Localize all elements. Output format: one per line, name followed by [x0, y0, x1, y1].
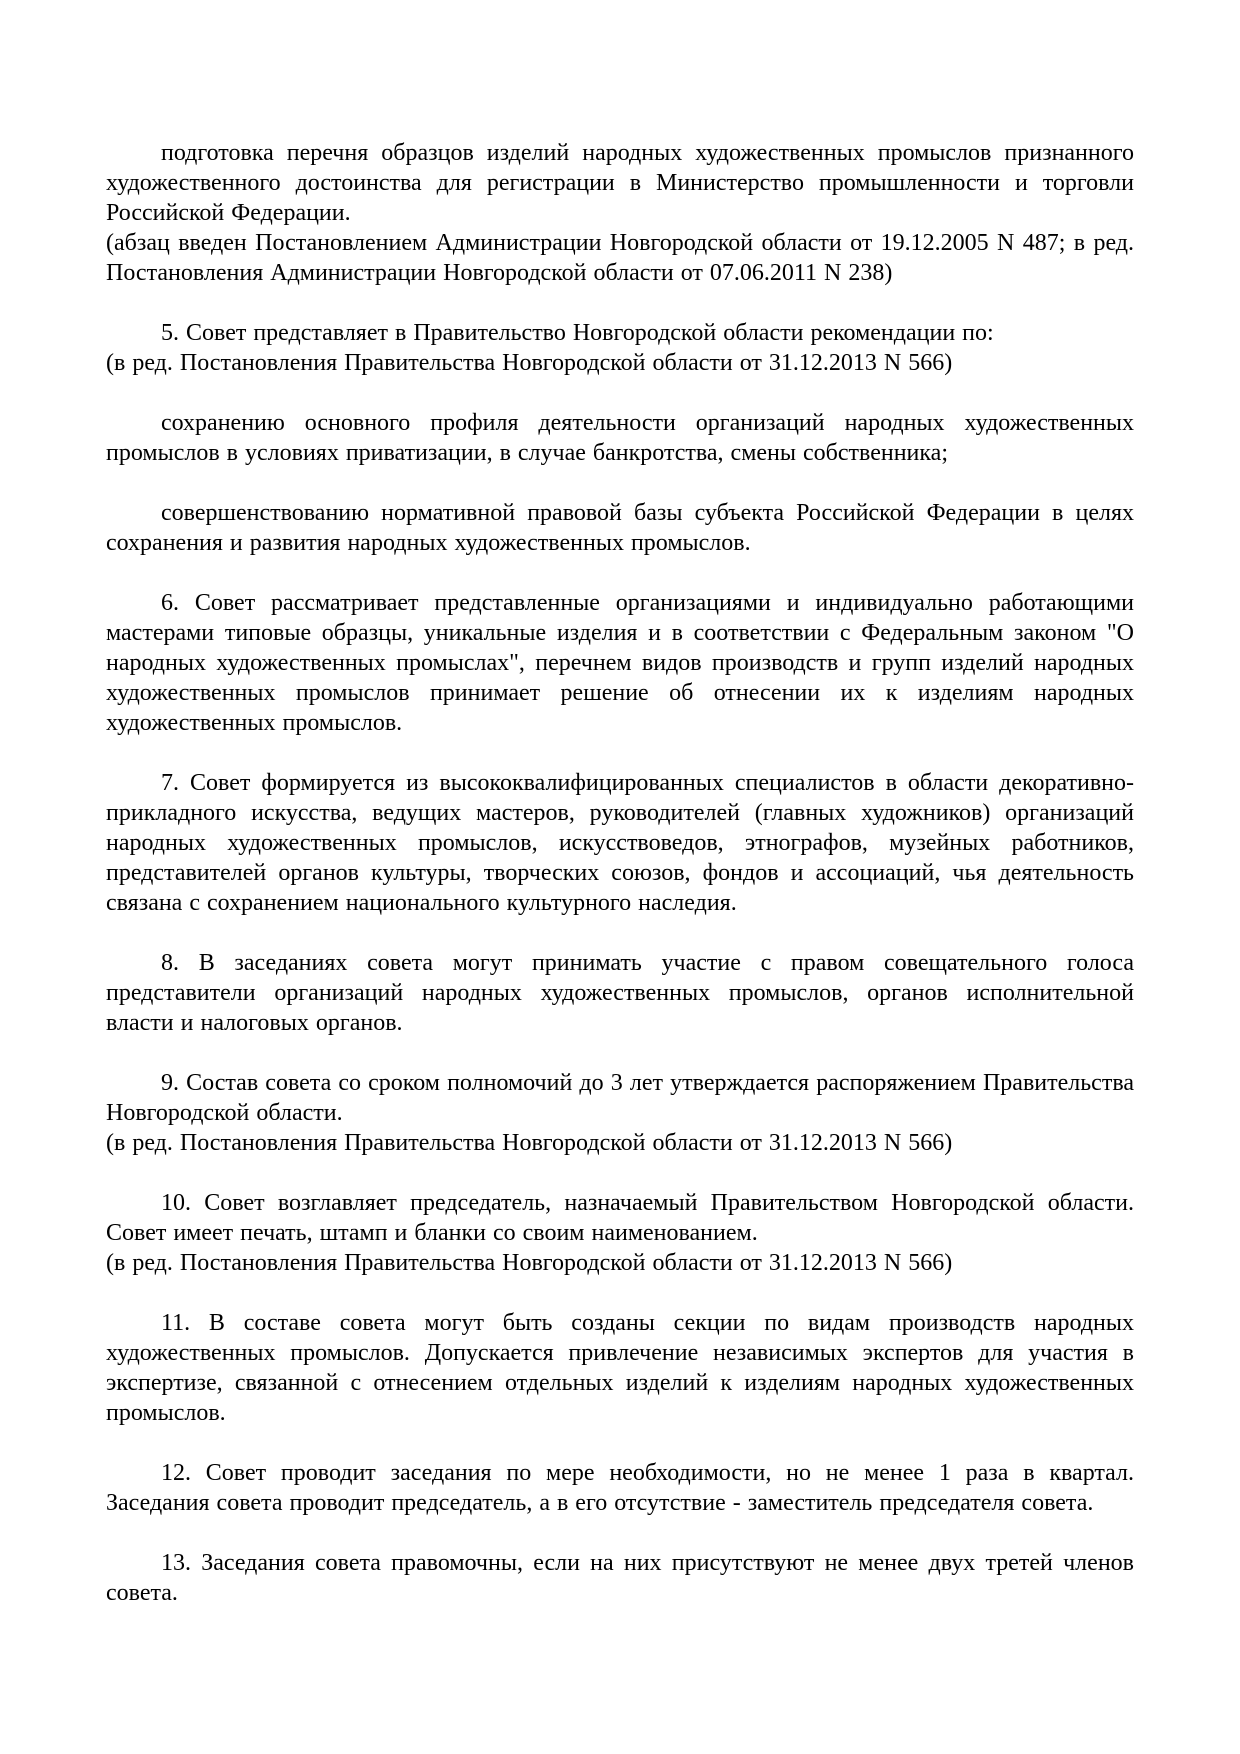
amendment-note-1: (абзац введен Постановлением Администрации Новгородской области от 19.12.2005 N 487; в ред. Постановления Администрации Новгородской области от 07.06.2011 N 238) [106, 230, 1134, 286]
paragraph-clause-13: 13. Заседания совета правомочны, если на них присутствуют не менее двух третей членов совета. [106, 1550, 1134, 1606]
paragraph-clause-9: 9. Состав совета со сроком полномочий до 3 лет утверждается распоряжением Правительства Новгородской области. [106, 1070, 1134, 1126]
amendment-note-4: (в ред. Постановления Правительства Новгородской области от 31.12.2013 N 566) [106, 1250, 953, 1276]
paragraph-clause-4-item-list-registration: подготовка перечня образцов изделий народных художественных промыслов признанного художественного достоинства для регистрации в Министерство промышленности и торговли Российской Федерации. [106, 140, 1134, 226]
amendment-note-3: (в ред. Постановления Правительства Новгородской области от 31.12.2013 N 566) [106, 1130, 953, 1156]
paragraph-clause-10: 10. Совет возглавляет председатель, назначаемый Правительством Новгородской области. Совет имеет печать, штамп и бланки со своим наименованием. [106, 1190, 1134, 1246]
paragraph-clause-5-item-improvement: совершенствованию нормативной правовой базы субъекта Российской Федерации в целях сохранения и развития народных художественных промыслов. [106, 500, 1134, 556]
paragraph-clause-5: 5. Совет представляет в Правительство Новгородской области рекомендации по: [161, 320, 994, 346]
paragraph-clause-7: 7. Совет формируется из высококвалифицированных специалистов в области декоративно-прикладного искусства, ведущих мастеров, руководителей (главных художников) организаций народных художественных промыслов, искусствоведов, этнографов, музейных работников, представителей органов культуры, творческих союзов, фондов и ассоциаций, чья деятельность связана с сохранением национального культурного наследия. [106, 770, 1134, 916]
paragraph-clause-6: 6. Совет рассматривает представленные организациями и индивидуально работающими мастерами типовые образцы, уникальные изделия и в соответствии с Федеральным законом "О народных художественных промыслах", перечнем видов производств и групп изделий народных художественных промыслов принимает решение об отнесении их к изделиям народных художественных промыслов. [106, 590, 1134, 736]
paragraph-clause-12: 12. Совет проводит заседания по мере необходимости, но не менее 1 раза в квартал. Заседания совета проводит председатель, а в его отсутствие - заместитель председателя совета. [106, 1460, 1134, 1516]
paragraph-clause-8: 8. В заседаниях совета могут принимать участие с правом совещательного голоса представители организаций народных художественных промыслов, органов исполнительной власти и налоговых органов. [106, 950, 1134, 1036]
amendment-note-2: (в ред. Постановления Правительства Новгородской области от 31.12.2013 N 566) [106, 350, 953, 376]
paragraph-clause-11: 11. В составе совета могут быть созданы секции по видам производств народных художественных промыслов. Допускается привлечение независимых экспертов для участия в экспертизе, связанной с отнесением отдельных изделий к изделиям народных художественных промыслов. [106, 1310, 1134, 1426]
paragraph-clause-5-item-preservation: сохранению основного профиля деятельности организаций народных художественных промыслов в условиях приватизации, в случае банкротства, смены собственника; [106, 410, 1134, 466]
